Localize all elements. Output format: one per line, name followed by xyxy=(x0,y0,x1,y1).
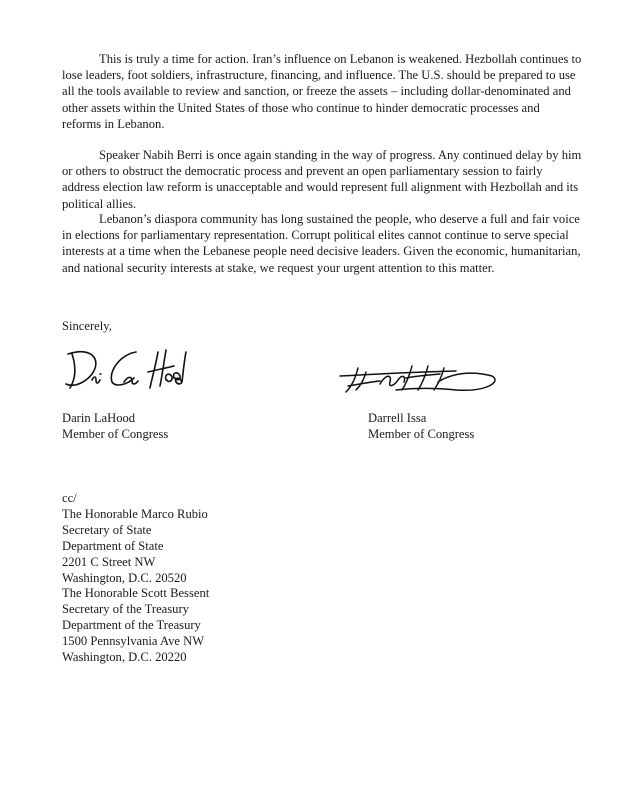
signatory-name: Darrell Issa xyxy=(368,411,427,425)
body-paragraph-3: Lebanon’s diaspora community has long sustained the people, who deserve a full and fair voice in elections for parliamentary representation. Corrupt political elites cannot continue to serve special interests at a time when the Lebanese people need decisive leaders. Given the economic, humanitarian, and national security interests at stake, we request your urgent attention to this matter. xyxy=(62,212,581,275)
cc-recipient-department: Department of the Treasury xyxy=(62,618,201,632)
cc-recipient-position: Secretary of State xyxy=(62,523,152,537)
cc-block xyxy=(62,490,208,586)
cc-recipient-street: 1500 Pennsylvania Ave NW xyxy=(62,634,205,648)
cc-recipient-city: Washington, D.C. 20520 xyxy=(62,571,187,585)
signature-block-issa xyxy=(368,410,474,442)
signature-lahood xyxy=(62,344,192,394)
cc-recipient-name: The Honorable Marco Rubio xyxy=(62,507,208,521)
cc-recipient-city: Washington, D.C. 20220 xyxy=(62,650,187,664)
cc-label: cc/ xyxy=(62,491,77,505)
cc-recipient-position: Secretary of the Treasury xyxy=(62,602,189,616)
signature-issa xyxy=(336,362,501,396)
cc-recipient-street: 2201 C Street NW xyxy=(62,555,156,569)
cc-block-2 xyxy=(62,585,209,665)
signature-block-lahood xyxy=(62,410,168,442)
closing-salutation: Sincerely, xyxy=(62,319,112,333)
cc-recipient-name: The Honorable Scott Bessent xyxy=(62,586,210,600)
signatory-title: Member of Congress xyxy=(368,427,475,441)
signatory-name: Darin LaHood xyxy=(62,411,136,425)
body-paragraph-1: This is truly a time for action. Iran’s influence on Lebanon is weakened. Hezbollah continues to lose leaders, foot soldiers, infrastructure, financing, and influence. The U.S. should be prepared to use all the tools available to review and sanction, or freeze the assets – including dollar-denominated and other assets within the United States of those who continue to hinder democratic processes and reforms in Lebanon. xyxy=(62,52,582,131)
body-paragraph-2: Speaker Nabih Berri is once again standing in the way of progress. Any continued delay by him or others to obstruct the democratic process and prevent an open parliamentary session to fairly address election law reform is unacceptable and would represent full alignment with Hezbollah and its political allies. xyxy=(62,148,582,211)
cc-recipient-department: Department of State xyxy=(62,539,164,553)
signatory-title: Member of Congress xyxy=(62,427,169,441)
